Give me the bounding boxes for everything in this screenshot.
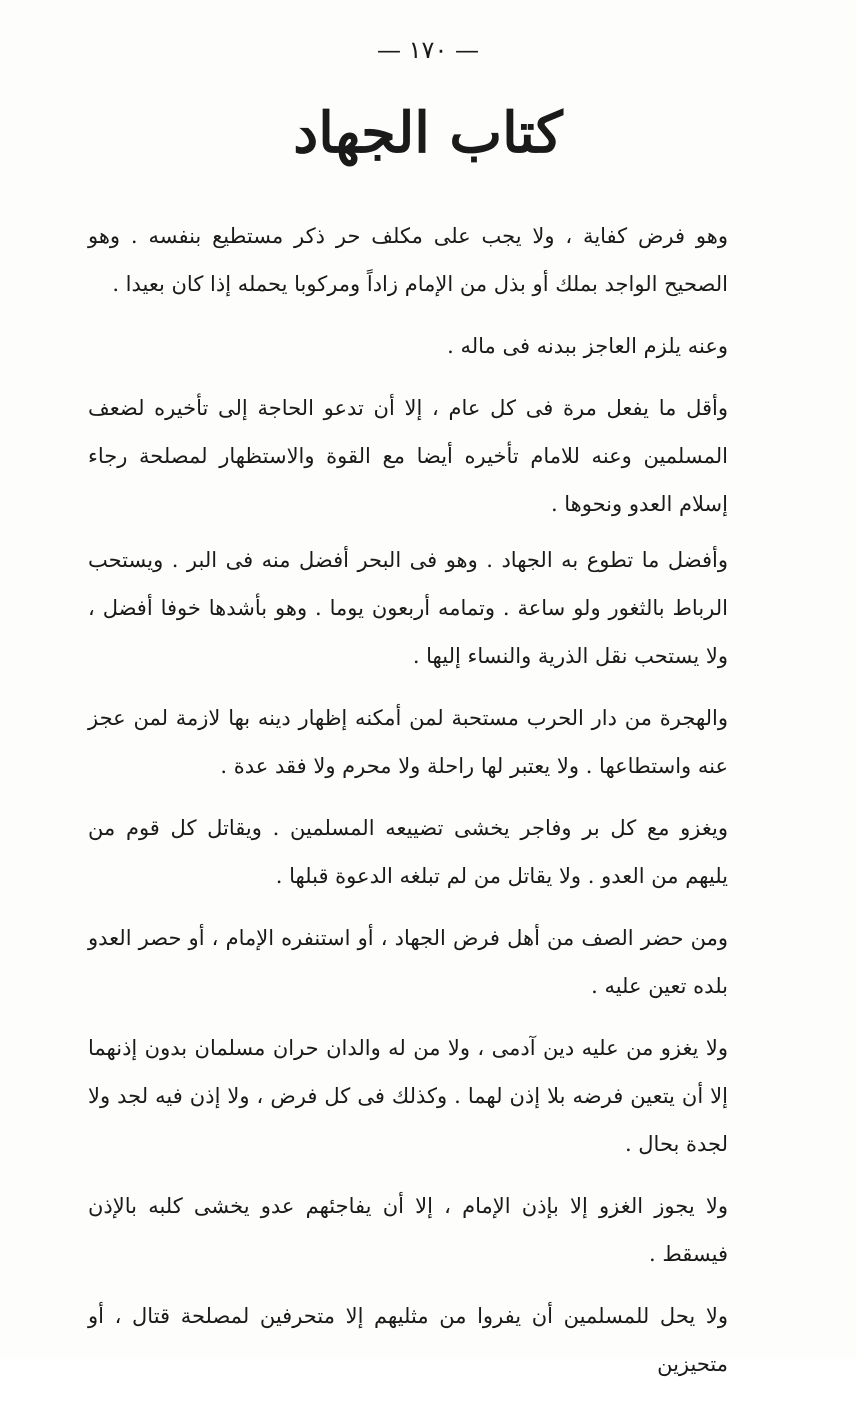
chapter-title: كتاب الجهاد bbox=[293, 100, 563, 166]
page-number: — ١٧٠ — bbox=[377, 36, 479, 64]
paragraph: ولا يغزو من عليه دين آدمى ، ولا من له والدان حران مسلمان بدون إذنهما إلا أن يتعين فرضه بلا إذن لهما . وكذلك فى كل فرض ، ولا إذن فيه لجد ولا لجدة بحال . bbox=[88, 1036, 728, 1156]
body-text bbox=[88, 212, 728, 1402]
paragraph: وأقل ما يفعل مرة فى كل عام ، إلا أن تدعو الحاجة إلى تأخيره لضعف المسلمين وعنه للامام تأخيره أيضا مع القوة والاستظهار لمصلحة رجاء إسلام العدو ونحوها . bbox=[88, 396, 728, 516]
paragraph: ويغزو مع كل بر وفاجر يخشى تضييعه المسلمين . ويقاتل كل قوم من يليهم من العدو . ولا يقاتل من لم تبلغه الدعوة قبلها . bbox=[88, 816, 728, 888]
paragraph: ومن حضر الصف من أهل فرض الجهاد ، أو استنفره الإمام ، أو حصر العدو بلده تعين عليه . bbox=[88, 926, 728, 998]
paragraph: وعنه يلزم العاجز ببدنه فى ماله . bbox=[447, 334, 728, 358]
paragraph: وهو فرض كفاية ، ولا يجب على مكلف حر ذكر مستطيع بنفسه . وهو الصحيح الواجد بملك أو بذل من الإمام زاداً ومركوبا يحمله إذا كان بعيدا . bbox=[88, 224, 728, 296]
paragraph: ولا يجوز الغزو إلا بإذن الإمام ، إلا أن يفاجئهم عدو يخشى كلبه بالإذن فيسقط . bbox=[88, 1194, 728, 1266]
paragraph: ولا يحل للمسلمين أن يفروا من مثليهم إلا متحرفين لمصلحة قتال ، أو متحيزين bbox=[88, 1304, 728, 1376]
paragraph: والهجرة من دار الحرب مستحبة لمن أمكنه إظهار دينه بها لازمة لمن عجز عنه واستطاعها . ولا يعتبر لها راحلة ولا محرم ولا فقد عدة . bbox=[88, 706, 728, 778]
paragraph: وأفضل ما تطوع به الجهاد . وهو فى البحر أفضل منه فى البر . ويستحب الرباط بالثغور ولو ساعة . وتمامه أربعون يوما . وهو بأشدها خوفا أفضل ، ولا يستحب نقل الذرية والنساء إليها . bbox=[88, 548, 728, 668]
